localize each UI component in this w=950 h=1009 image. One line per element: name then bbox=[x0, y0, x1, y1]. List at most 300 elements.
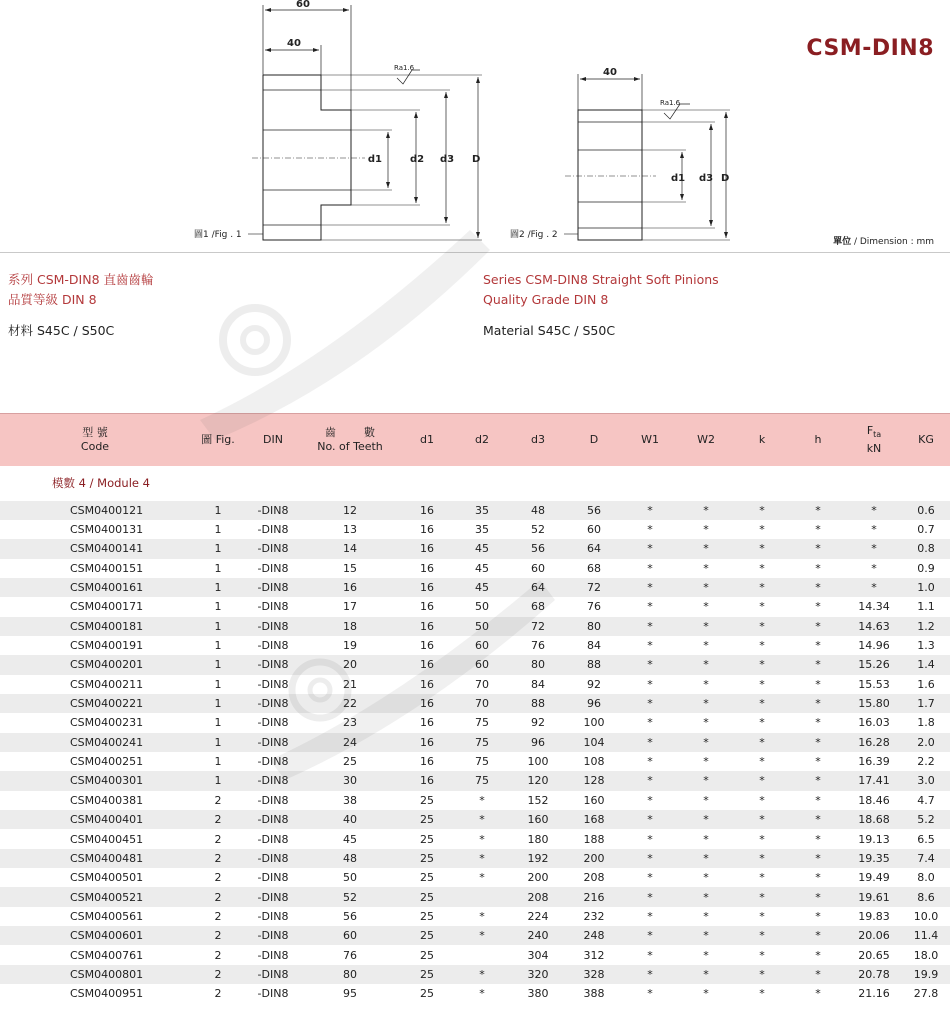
cell-W2: * bbox=[703, 813, 709, 827]
cell-din: -DIN8 bbox=[257, 890, 289, 904]
fig2-outline bbox=[578, 110, 642, 240]
fig1-d2-label: d2 bbox=[410, 154, 425, 165]
cell-d3: 200 bbox=[527, 871, 549, 885]
cell-kg: 6.5 bbox=[917, 832, 935, 846]
cell-d3: 64 bbox=[531, 581, 545, 595]
fig1-outline bbox=[263, 75, 351, 240]
unit-label-zh: 單位 bbox=[833, 237, 852, 247]
cell-h: * bbox=[815, 967, 821, 981]
cell-d1: 16 bbox=[420, 716, 434, 730]
cell-W1: * bbox=[647, 774, 653, 788]
cell-din: -DIN8 bbox=[257, 735, 289, 749]
cell-code: CSM0400211 bbox=[70, 677, 144, 691]
cell-kg: 1.6 bbox=[917, 677, 935, 691]
cell-fta: 20.65 bbox=[858, 948, 890, 962]
table-row bbox=[0, 868, 950, 887]
cell-fig: 1 bbox=[214, 716, 222, 730]
cell-k: * bbox=[759, 929, 765, 943]
cell-teeth: 23 bbox=[343, 716, 357, 730]
cell-d3: 192 bbox=[527, 851, 549, 865]
cell-W1: * bbox=[647, 987, 653, 1001]
cell-fig: 2 bbox=[214, 851, 222, 865]
section-divider bbox=[0, 252, 950, 253]
cell-kg: 0.9 bbox=[917, 561, 935, 575]
cell-teeth: 76 bbox=[343, 948, 357, 962]
cell-k: * bbox=[759, 832, 765, 846]
cell-d3: 80 bbox=[531, 658, 545, 672]
cell-W1: * bbox=[647, 677, 653, 691]
cell-d3: 240 bbox=[527, 929, 549, 943]
cell-d1: 16 bbox=[420, 677, 434, 691]
cell-fta: * bbox=[871, 523, 877, 537]
cell-D: 328 bbox=[583, 967, 605, 981]
table-row bbox=[0, 907, 950, 926]
cell-W1: * bbox=[647, 542, 653, 556]
table-row bbox=[0, 771, 950, 790]
cell-D: 208 bbox=[583, 871, 605, 885]
cell-fta: 16.03 bbox=[858, 716, 890, 730]
cell-k: * bbox=[759, 890, 765, 904]
cell-h: * bbox=[815, 890, 821, 904]
cell-D: 216 bbox=[583, 890, 605, 904]
cell-din: -DIN8 bbox=[257, 581, 289, 595]
cell-D: 108 bbox=[583, 755, 605, 769]
cell-h: * bbox=[815, 851, 821, 865]
cell-din: -DIN8 bbox=[257, 755, 289, 769]
cell-code: CSM0400561 bbox=[70, 909, 144, 923]
cell-d2: 60 bbox=[475, 658, 489, 672]
cell-fig: 2 bbox=[214, 832, 222, 846]
cell-D: 72 bbox=[587, 581, 601, 595]
cell-d2: 60 bbox=[475, 639, 489, 653]
unit-note bbox=[833, 234, 934, 247]
cell-d1: 16 bbox=[420, 755, 434, 769]
cell-k: * bbox=[759, 909, 765, 923]
cell-d3: 48 bbox=[531, 503, 545, 517]
cell-din: -DIN8 bbox=[257, 832, 289, 846]
cell-d2 bbox=[454, 945, 510, 964]
cell-d3: 84 bbox=[531, 677, 545, 691]
cell-d1: 25 bbox=[420, 890, 434, 904]
cell-teeth: 50 bbox=[343, 871, 357, 885]
cell-W1: * bbox=[647, 832, 653, 846]
cell-fig: 2 bbox=[214, 813, 222, 827]
table-row bbox=[0, 752, 950, 771]
cell-kg: 0.7 bbox=[917, 523, 935, 537]
cell-W1: * bbox=[647, 581, 653, 595]
cell-k: * bbox=[759, 658, 765, 672]
cell-fta: 16.28 bbox=[858, 735, 890, 749]
fig1-label: 圖1 /Fig . 1 bbox=[194, 230, 242, 240]
cell-W1: * bbox=[647, 697, 653, 711]
cell-D: 76 bbox=[587, 600, 601, 614]
cell-fig: 1 bbox=[214, 581, 222, 595]
cell-W1: * bbox=[647, 619, 653, 633]
cell-W2: * bbox=[703, 774, 709, 788]
col-teeth bbox=[300, 414, 400, 466]
cell-W1: * bbox=[647, 600, 653, 614]
cell-code: CSM0400601 bbox=[70, 929, 144, 943]
cell-code: CSM0400221 bbox=[70, 697, 144, 711]
cell-W2: * bbox=[703, 542, 709, 556]
col-fta-sub: ta bbox=[873, 429, 882, 439]
cell-din: -DIN8 bbox=[257, 967, 289, 981]
cell-D: 232 bbox=[583, 909, 605, 923]
cell-kg: 0.8 bbox=[917, 542, 935, 556]
cell-fta: 15.53 bbox=[858, 677, 890, 691]
table-row bbox=[0, 849, 950, 868]
cell-k: * bbox=[759, 523, 765, 537]
info-zh bbox=[8, 270, 154, 310]
cell-din: -DIN8 bbox=[257, 561, 289, 575]
cell-d1: 16 bbox=[420, 600, 434, 614]
cell-W2: * bbox=[703, 619, 709, 633]
cell-d2: 75 bbox=[475, 735, 489, 749]
cell-code: CSM0400141 bbox=[70, 542, 144, 556]
cell-d2: 75 bbox=[475, 716, 489, 730]
col-W2: W2 bbox=[678, 414, 734, 466]
col-k: k bbox=[734, 414, 790, 466]
cell-D: 160 bbox=[583, 793, 605, 807]
cell-kg: 27.8 bbox=[913, 987, 939, 1001]
cell-d2: 50 bbox=[475, 600, 489, 614]
cell-d1: 25 bbox=[420, 929, 434, 943]
cell-teeth: 16 bbox=[343, 581, 357, 595]
cell-teeth: 17 bbox=[343, 600, 357, 614]
cell-din: -DIN8 bbox=[257, 948, 289, 962]
cell-fta: 14.34 bbox=[858, 600, 890, 614]
spec-table-wrap bbox=[0, 413, 950, 1003]
table-row bbox=[0, 636, 950, 655]
cell-kg: 8.6 bbox=[917, 890, 935, 904]
cell-teeth: 40 bbox=[343, 813, 357, 827]
cell-W2: * bbox=[703, 909, 709, 923]
cell-D: 80 bbox=[587, 619, 601, 633]
cell-h: * bbox=[815, 523, 821, 537]
cell-fig: 2 bbox=[214, 793, 222, 807]
cell-h: * bbox=[815, 755, 821, 769]
cell-d3: 76 bbox=[531, 639, 545, 653]
col-din: DIN bbox=[246, 414, 300, 466]
series-zh: 系列 CSM-DIN8 直齒齒輪 bbox=[8, 272, 154, 287]
cell-d1: 16 bbox=[420, 561, 434, 575]
cell-fig: 1 bbox=[214, 639, 222, 653]
cell-fta: 18.68 bbox=[858, 813, 890, 827]
cell-d1: 16 bbox=[420, 542, 434, 556]
cell-din: -DIN8 bbox=[257, 639, 289, 653]
cell-din: -DIN8 bbox=[257, 929, 289, 943]
cell-d2: * bbox=[479, 929, 485, 943]
cell-fig: 2 bbox=[214, 890, 222, 904]
cell-code: CSM0400521 bbox=[70, 890, 144, 904]
cell-fig: 1 bbox=[214, 755, 222, 769]
cell-din: -DIN8 bbox=[257, 658, 289, 672]
table-row bbox=[0, 829, 950, 848]
cell-fig: 2 bbox=[214, 967, 222, 981]
col-code-zh: 型 號 bbox=[82, 425, 108, 439]
cell-d1: 16 bbox=[420, 639, 434, 653]
cell-d1: 25 bbox=[420, 871, 434, 885]
cell-h: * bbox=[815, 697, 821, 711]
cell-code: CSM0400501 bbox=[70, 871, 144, 885]
table-row bbox=[0, 655, 950, 674]
col-d1: d1 bbox=[400, 414, 454, 466]
cell-kg: 1.3 bbox=[917, 639, 935, 653]
cell-k: * bbox=[759, 561, 765, 575]
cell-D: 312 bbox=[583, 948, 605, 962]
cell-D: 64 bbox=[587, 542, 601, 556]
col-h: h bbox=[790, 414, 846, 466]
fig2-d3-label: d3 bbox=[699, 173, 714, 184]
cell-W2: * bbox=[703, 890, 709, 904]
cell-d1: 25 bbox=[420, 813, 434, 827]
cell-k: * bbox=[759, 639, 765, 653]
cell-d2: 45 bbox=[475, 561, 489, 575]
cell-din: -DIN8 bbox=[257, 503, 289, 517]
cell-h: * bbox=[815, 793, 821, 807]
cell-fta: 14.96 bbox=[858, 639, 890, 653]
cell-din: -DIN8 bbox=[257, 600, 289, 614]
cell-D: 200 bbox=[583, 851, 605, 865]
cell-d2: 70 bbox=[475, 697, 489, 711]
cell-h: * bbox=[815, 909, 821, 923]
cell-kg: 3.0 bbox=[917, 774, 935, 788]
cell-fig: 1 bbox=[214, 600, 222, 614]
cell-W2: * bbox=[703, 503, 709, 517]
cell-kg: 5.2 bbox=[917, 813, 935, 827]
fig1-dim-60: 60 bbox=[296, 0, 310, 10]
cell-W2: * bbox=[703, 639, 709, 653]
cell-din: -DIN8 bbox=[257, 871, 289, 885]
cell-d3: 96 bbox=[531, 735, 545, 749]
cell-din: -DIN8 bbox=[257, 909, 289, 923]
cell-kg: 1.2 bbox=[917, 619, 935, 633]
cell-k: * bbox=[759, 948, 765, 962]
cell-code: CSM0400181 bbox=[70, 619, 144, 633]
cell-W2: * bbox=[703, 658, 709, 672]
cell-kg: 0.6 bbox=[917, 503, 935, 517]
cell-teeth: 25 bbox=[343, 755, 357, 769]
table-row bbox=[0, 520, 950, 539]
cell-d2: 45 bbox=[475, 581, 489, 595]
table-row bbox=[0, 965, 950, 984]
cell-d1: 25 bbox=[420, 832, 434, 846]
cell-h: * bbox=[815, 716, 821, 730]
table-row bbox=[0, 945, 950, 964]
cell-d1: 25 bbox=[420, 793, 434, 807]
cell-D: 88 bbox=[587, 658, 601, 672]
cell-d1: 16 bbox=[420, 619, 434, 633]
col-teeth-en: No. of Teeth bbox=[317, 439, 383, 453]
cell-d1: 16 bbox=[420, 774, 434, 788]
cell-teeth: 38 bbox=[343, 793, 357, 807]
cell-fig: 2 bbox=[214, 909, 222, 923]
cell-d3: 56 bbox=[531, 542, 545, 556]
cell-D: 60 bbox=[587, 523, 601, 537]
info-en bbox=[483, 270, 719, 310]
cell-fig: 1 bbox=[214, 658, 222, 672]
cell-fta: 16.39 bbox=[858, 755, 890, 769]
cell-fig: 1 bbox=[214, 697, 222, 711]
table-row bbox=[0, 984, 950, 1003]
cell-k: * bbox=[759, 813, 765, 827]
cell-k: * bbox=[759, 697, 765, 711]
cell-W1: * bbox=[647, 658, 653, 672]
cell-h: * bbox=[815, 561, 821, 575]
cell-D: 100 bbox=[583, 716, 605, 730]
cell-teeth: 52 bbox=[343, 890, 357, 904]
cell-d3: 320 bbox=[527, 967, 549, 981]
table-row bbox=[0, 578, 950, 597]
cell-teeth: 56 bbox=[343, 909, 357, 923]
cell-fig: 1 bbox=[214, 735, 222, 749]
cell-h: * bbox=[815, 871, 821, 885]
cell-code: CSM0400761 bbox=[70, 948, 144, 962]
cell-kg: 1.8 bbox=[917, 716, 935, 730]
cell-kg: 2.0 bbox=[917, 735, 935, 749]
cell-W2: * bbox=[703, 561, 709, 575]
fig1-d3-label: d3 bbox=[440, 154, 455, 165]
cell-fta: 18.46 bbox=[858, 793, 890, 807]
cell-d2: 35 bbox=[475, 503, 489, 517]
cell-W2: * bbox=[703, 967, 709, 981]
col-teeth-zh: 齒 數 bbox=[325, 425, 375, 439]
cell-teeth: 45 bbox=[343, 832, 357, 846]
cell-kg: 18.0 bbox=[913, 948, 939, 962]
table-row bbox=[0, 539, 950, 558]
cell-h: * bbox=[815, 600, 821, 614]
cell-din: -DIN8 bbox=[257, 619, 289, 633]
cell-d1: 16 bbox=[420, 697, 434, 711]
cell-k: * bbox=[759, 967, 765, 981]
col-fta-main: F bbox=[866, 423, 874, 437]
cell-fig: 1 bbox=[214, 523, 222, 537]
cell-code: CSM0400481 bbox=[70, 851, 144, 865]
series-en: Series CSM-DIN8 Straight Soft Pinions bbox=[483, 272, 719, 287]
cell-fta: * bbox=[871, 561, 877, 575]
cell-teeth: 60 bbox=[343, 929, 357, 943]
cell-teeth: 18 bbox=[343, 619, 357, 633]
cell-teeth: 22 bbox=[343, 697, 357, 711]
cell-k: * bbox=[759, 600, 765, 614]
cell-D: 56 bbox=[587, 503, 601, 517]
cell-d1: 16 bbox=[420, 658, 434, 672]
grade-zh: 品質等級 DIN 8 bbox=[8, 292, 97, 307]
cell-fta: 21.16 bbox=[858, 987, 890, 1001]
cell-d2: * bbox=[479, 851, 485, 865]
cell-teeth: 19 bbox=[343, 639, 357, 653]
cell-d1: 16 bbox=[420, 735, 434, 749]
cell-k: * bbox=[759, 871, 765, 885]
table-row bbox=[0, 675, 950, 694]
cell-W1: * bbox=[647, 639, 653, 653]
cell-d3: 208 bbox=[527, 890, 549, 904]
cell-kg: 4.7 bbox=[917, 793, 935, 807]
cell-h: * bbox=[815, 735, 821, 749]
cell-teeth: 30 bbox=[343, 774, 357, 788]
cell-h: * bbox=[815, 774, 821, 788]
cell-h: * bbox=[815, 987, 821, 1001]
cell-h: * bbox=[815, 658, 821, 672]
cell-d1: 16 bbox=[420, 503, 434, 517]
cell-d3: 160 bbox=[527, 813, 549, 827]
cell-W1: * bbox=[647, 890, 653, 904]
material-en: Material S45C / S50C bbox=[483, 323, 616, 338]
cell-h: * bbox=[815, 542, 821, 556]
cell-kg: 8.0 bbox=[917, 871, 935, 885]
cell-code: CSM0400401 bbox=[70, 813, 144, 827]
cell-W2: * bbox=[703, 735, 709, 749]
cell-d3: 180 bbox=[527, 832, 549, 846]
spec-table bbox=[0, 413, 950, 1003]
cell-fta: 20.78 bbox=[858, 967, 890, 981]
cell-D: 84 bbox=[587, 639, 601, 653]
cell-teeth: 13 bbox=[343, 523, 357, 537]
cell-h: * bbox=[815, 677, 821, 691]
grade-en: Quality Grade DIN 8 bbox=[483, 292, 609, 307]
col-fta-unit: kN bbox=[866, 441, 882, 455]
cell-d3: 72 bbox=[531, 619, 545, 633]
col-fta bbox=[846, 414, 902, 466]
cell-d3: 380 bbox=[527, 987, 549, 1001]
cell-d3: 68 bbox=[531, 600, 545, 614]
cell-d3: 52 bbox=[531, 523, 545, 537]
cell-k: * bbox=[759, 851, 765, 865]
cell-k: * bbox=[759, 716, 765, 730]
cell-kg: 11.4 bbox=[913, 929, 939, 943]
table-row bbox=[0, 733, 950, 752]
cell-fig: 1 bbox=[214, 503, 222, 517]
cell-code: CSM0400201 bbox=[70, 658, 144, 672]
cell-W2: * bbox=[703, 793, 709, 807]
cell-fig: 1 bbox=[214, 542, 222, 556]
cell-W1: * bbox=[647, 967, 653, 981]
cell-code: CSM0400801 bbox=[70, 967, 144, 981]
table-row bbox=[0, 791, 950, 810]
cell-kg: 19.9 bbox=[913, 967, 939, 981]
cell-code: CSM0400191 bbox=[70, 639, 144, 653]
cell-W2: * bbox=[703, 948, 709, 962]
cell-kg: 10.0 bbox=[913, 909, 939, 923]
cell-D: 248 bbox=[583, 929, 605, 943]
fig1-D-label: D bbox=[472, 154, 481, 165]
cell-fta: 14.63 bbox=[858, 619, 890, 633]
cell-h: * bbox=[815, 619, 821, 633]
cell-W1: * bbox=[647, 871, 653, 885]
table-header bbox=[0, 414, 950, 466]
cell-d3: 88 bbox=[531, 697, 545, 711]
cell-d2: 70 bbox=[475, 677, 489, 691]
cell-din: -DIN8 bbox=[257, 677, 289, 691]
cell-din: -DIN8 bbox=[257, 697, 289, 711]
cell-code: CSM0400151 bbox=[70, 561, 144, 575]
cell-W2: * bbox=[703, 851, 709, 865]
cell-d3: 224 bbox=[527, 909, 549, 923]
cell-d2: 75 bbox=[475, 755, 489, 769]
cell-code: CSM0400241 bbox=[70, 735, 144, 749]
cell-h: * bbox=[815, 929, 821, 943]
table-row bbox=[0, 713, 950, 732]
cell-W1: * bbox=[647, 929, 653, 943]
cell-fta: 19.49 bbox=[858, 871, 890, 885]
cell-fig: 2 bbox=[214, 948, 222, 962]
table-row bbox=[0, 617, 950, 636]
cell-teeth: 15 bbox=[343, 561, 357, 575]
cell-kg: 1.0 bbox=[917, 581, 935, 595]
cell-fig: 1 bbox=[214, 561, 222, 575]
cell-d2: * bbox=[479, 967, 485, 981]
cell-D: 92 bbox=[587, 677, 601, 691]
